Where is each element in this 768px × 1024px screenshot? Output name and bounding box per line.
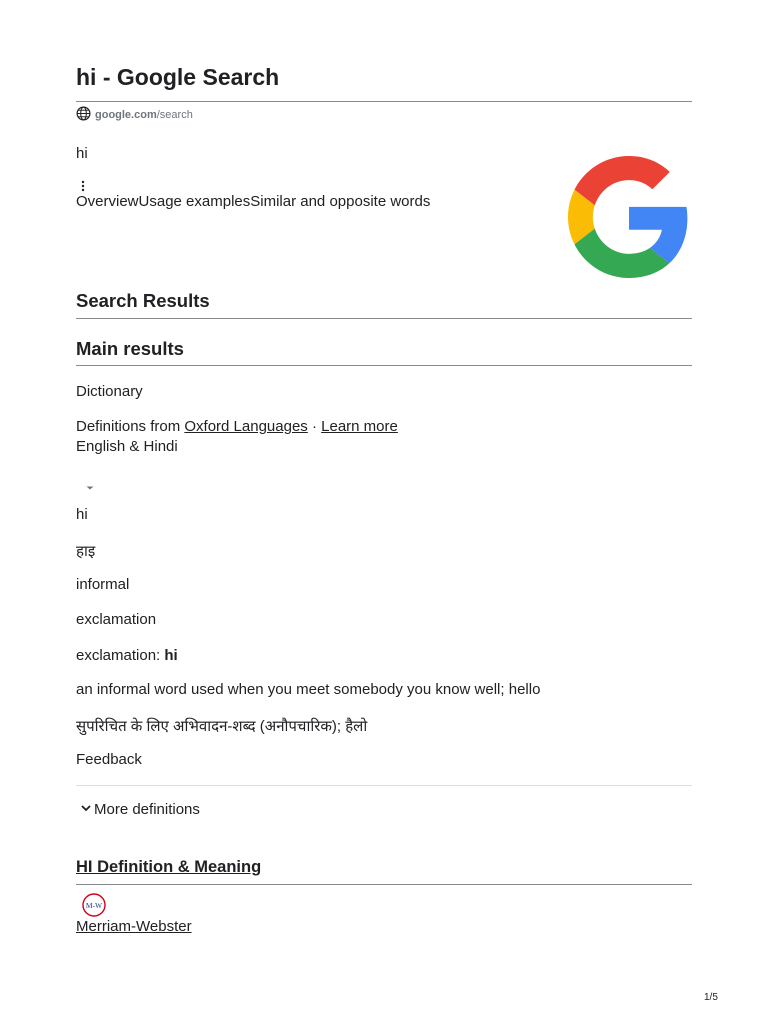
headword: hi	[76, 506, 88, 523]
caret-down-icon[interactable]	[85, 478, 95, 484]
title-divider	[76, 101, 692, 102]
tab-usage-examples[interactable]: Usage examples	[138, 193, 251, 210]
search-query: hi	[76, 145, 88, 162]
result-heading-link[interactable]: HI Definition & Meaning	[76, 858, 262, 876]
result-divider	[76, 884, 692, 885]
result-tabs	[76, 193, 430, 210]
hindi-definition-text: सुपरिचित के लिए अभिवादन-शब्द (अनौपचारिक); हैलो	[76, 718, 368, 735]
merriam-webster-logo	[81, 893, 107, 917]
more-definitions-button[interactable]	[80, 801, 200, 818]
page-title: hi - Google Search	[76, 64, 280, 90]
more-definitions-label: More definitions	[94, 801, 200, 818]
feedback-link[interactable]: Feedback	[76, 751, 142, 768]
globe-icon	[76, 106, 91, 124]
tab-overview[interactable]: Overview	[76, 193, 139, 210]
tab-similar-opposite-words[interactable]: Similar and opposite words	[250, 193, 431, 210]
definition-text: an informal word used when you meet somebody you know well; hello	[76, 681, 541, 698]
chevron-down-icon	[80, 801, 92, 818]
search-results-divider	[76, 318, 692, 319]
entry-word: hi	[164, 647, 178, 664]
merriam-webster-link[interactable]: Merriam-Webster	[76, 918, 192, 935]
dictionary-label: Dictionary	[76, 383, 143, 400]
mw-logo-text: M-W	[85, 900, 103, 910]
register-label: informal	[76, 576, 130, 593]
entry-prefix: exclamation:	[76, 647, 165, 664]
source-path: /search	[156, 109, 193, 121]
page-number: 1/5	[704, 992, 718, 1003]
oxford-languages-link[interactable]: Oxford Languages	[184, 418, 308, 435]
separator: ·	[307, 418, 322, 435]
google-g-logo	[566, 156, 692, 278]
main-results-heading: Main results	[76, 338, 184, 359]
part-of-speech: exclamation	[76, 611, 157, 628]
source-url[interactable]	[76, 106, 193, 124]
feedback-divider	[76, 785, 692, 786]
learn-more-link[interactable]: Learn more	[321, 418, 398, 435]
language-selector-label: English & Hindi	[76, 438, 178, 455]
definitions-source	[76, 418, 398, 435]
search-results-heading: Search Results	[76, 290, 210, 311]
kebab-menu-icon[interactable]	[80, 179, 86, 193]
entry-line	[76, 647, 178, 664]
definitions-prefix: Definitions from	[76, 418, 185, 435]
main-results-divider	[76, 365, 692, 366]
source-domain: google.com	[95, 109, 157, 121]
hindi-headword: हाइ	[76, 543, 96, 560]
